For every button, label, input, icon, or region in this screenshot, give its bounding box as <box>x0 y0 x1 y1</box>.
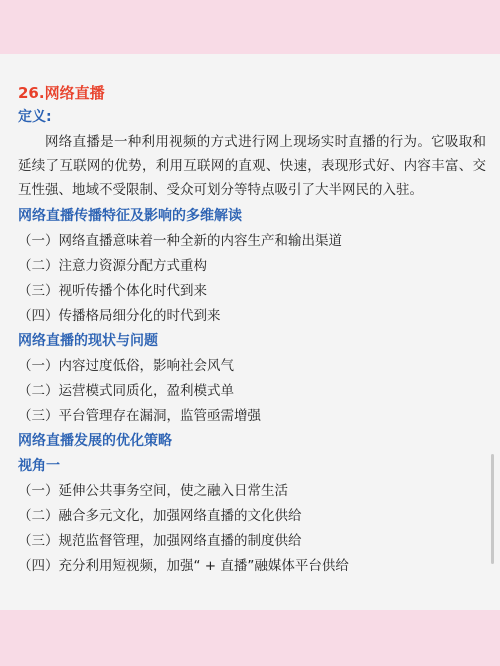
section-heading-features: 网络直播传播特征及影响的多维解读 <box>18 208 242 224</box>
list-item: （四）充分利用短视频，加强“ + 直播”融媒体平台供给 <box>18 558 349 574</box>
section-heading-strategy: 网络直播发展的优化策略 <box>18 433 172 449</box>
list-item: （一）网络直播意味着一种全新的内容生产和输出渠道 <box>18 233 342 249</box>
document-card <box>0 54 500 610</box>
list-item: （三）视听传播个体化时代到来 <box>18 283 207 299</box>
list-item: （二）运营模式同质化，盈利模式单 <box>18 383 234 399</box>
list-item: （三）规范监督管理，加强网络直播的制度供给 <box>18 533 302 549</box>
definition-paragraph: 网络直播是一种利用视频的方式进行网上现场实时直播的行为。它吸取和延续了互联网的优势，利用互联网的直观、快速，表现形式好、内容丰富、交互性强、地域不受限制、受众可划分等特点吸引了大半网民的入驻。 <box>18 134 486 198</box>
list-item: （一）内容过度低俗，影响社会风气 <box>18 358 234 374</box>
document-content <box>18 82 486 579</box>
section-subheading-perspective: 视角一 <box>18 458 60 474</box>
list-item: （二）注意力资源分配方式重构 <box>18 258 207 274</box>
document-title: 26.网络直播 <box>18 84 105 102</box>
list-item: （三）平台管理存在漏洞，监管亟需增强 <box>18 408 261 424</box>
definition-label: 定义: <box>18 109 52 125</box>
scrollbar[interactable] <box>491 454 494 564</box>
section-heading-status: 网络直播的现状与问题 <box>18 333 158 349</box>
list-item: （一）延伸公共事务空间，使之融入日常生活 <box>18 483 288 499</box>
list-item: （四）传播格局细分化的时代到来 <box>18 308 221 324</box>
list-item: （二）融合多元文化，加强网络直播的文化供给 <box>18 508 302 524</box>
